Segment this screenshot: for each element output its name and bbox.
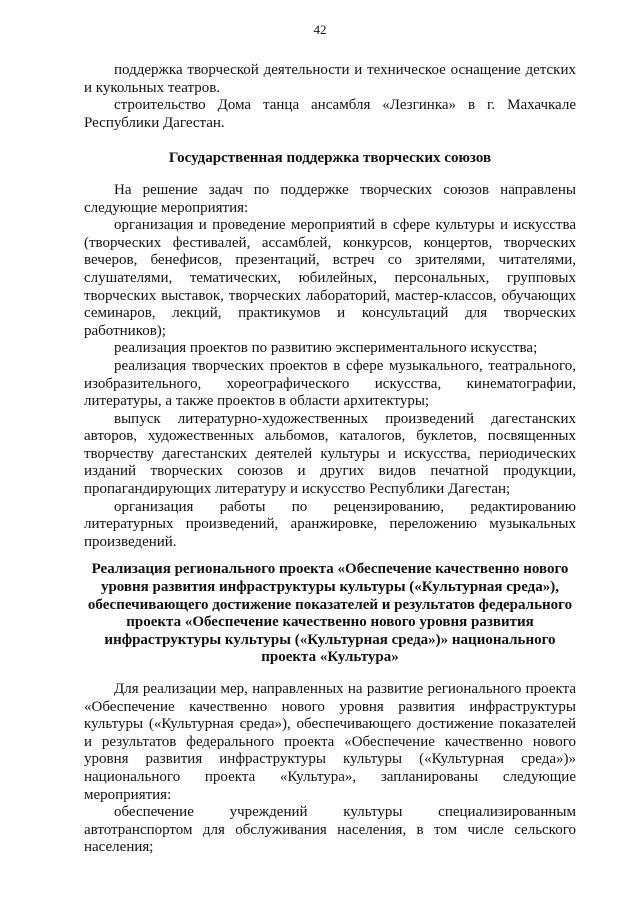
paragraph: Для реализации мер, направленных на развитие регионального проекта «Обеспечение качественно нового уровня развития инфраструктуры культуры («Культурная среда»), обеспечивающего достижение показателей и результатов федерального проекта «Обеспечение качественно нового уровня развития инфраструктуры культуры («Культурная среда»)» национального проекта «Культура», запланированы следующие мероприятия: <box>84 681 576 803</box>
paragraph: реализация творческих проектов в сфере музыкального, театрального, изобразительного, хореографического искусства, кинематографии, литературы, а также проектов в области архитектуры; <box>84 357 576 410</box>
paragraph: организация и проведение мероприятий в сфере культуры и искусства (творческих фестивалей, ассамблей, конкурсов, концертов, творческих вечеров, бенефисов, презентаций, встреч со зрителями, читателями, слушателями, тематических, юбилейных, персональных, групповых творческих выставок, творческих лабораторий, мастер-классов, обучающих семинаров, лекций, практикумов и консультаций для творческих работников); <box>84 217 576 339</box>
paragraph: выпуск литературно-художественных произведений дагестанских авторов, художественных альбомов, каталогов, буклетов, посвященных творчеству дагестанских деятелей культуры и искусства, периодических изданий творческих союзов и других видов печатной продукции, пропагандирующих литературу и искусство Республики Дагестан; <box>84 410 576 498</box>
paragraph: строительство Дома танца ансамбля «Лезгинка» в г. Махачкале Республики Дагестан. <box>84 97 576 131</box>
paragraph: На решение задач по поддержке творческих союзов направлены следующие мероприятия: <box>84 181 576 216</box>
paragraph: поддержка творческой деятельности и техническое оснащение детских и кукольных театров. <box>84 62 576 96</box>
paragraph: обеспечение учреждений культуры специализированным автотранспортом для обслуживания населения, в том числе сельского населения; <box>84 804 576 856</box>
paragraph: реализация проектов по развитию экспериментального искусства; <box>114 340 538 357</box>
document-body <box>84 62 576 857</box>
section-heading: Государственная поддержка творческих союзов <box>168 150 492 167</box>
section-heading: Реализация регионального проекта «Обеспечение качественно нового уровня развития инфраструктуры культуры («Культурная среда»), обеспечивающего достижение показателей и результатов федерального проекта «Обеспечение качественно нового уровня развития инфраструктуры культуры («Культурная среда»)» национального проекта «Культура» <box>87 561 573 666</box>
paragraph: организация работы по рецензированию, редактированию литературных произведений, аранжировке, переложению музыкальных произведений. <box>84 498 576 550</box>
page-number: 42 <box>313 22 327 37</box>
